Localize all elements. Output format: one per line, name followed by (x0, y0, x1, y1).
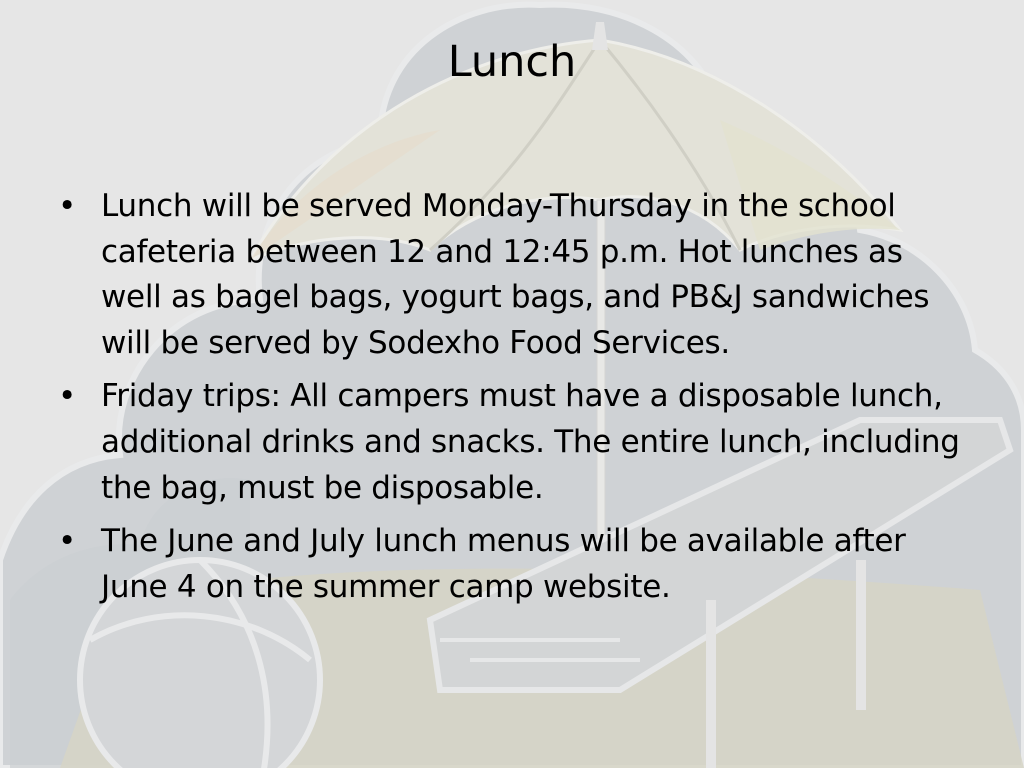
bullet-glyph: • (58, 523, 76, 560)
bullet-item-2 (58, 374, 968, 511)
slide-title: Lunch (447, 37, 577, 87)
bullet-list (58, 184, 968, 618)
bullet-text-3: The June and July lunch menus will be available after June 4 on the summer camp website. (101, 523, 906, 605)
bullet-text-1: Lunch will be served Monday-Thursday in the school cafeteria between 12 and 12:45 p.m. Hot lunches as well as bagel bags, yogurt bags, and PB&J sandwiches will be served by Sodexho Food Services. (101, 188, 930, 361)
bullet-item-3 (58, 519, 968, 610)
bullet-glyph: • (58, 378, 76, 415)
bullet-item-1 (58, 184, 968, 366)
bullet-glyph: • (58, 188, 76, 224)
bullet-text-2: Friday trips: All campers must have a disposable lunch, additional drinks and snacks. The entire lunch, including the bag, must be disposable. (101, 378, 960, 506)
